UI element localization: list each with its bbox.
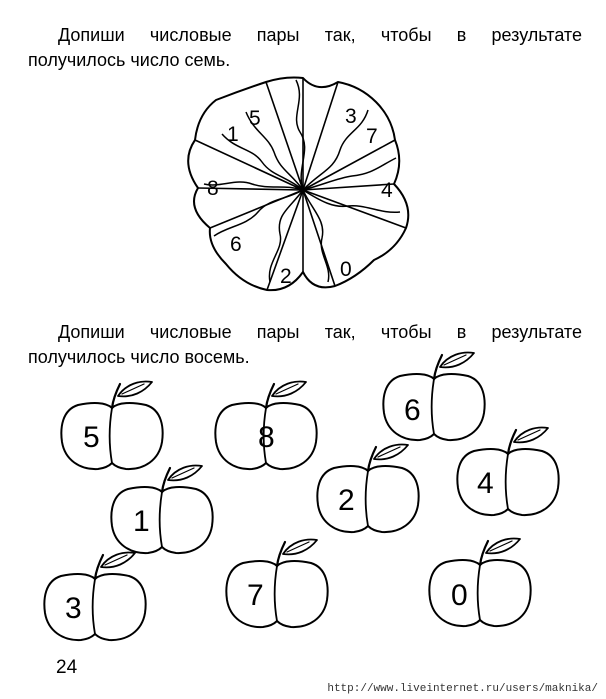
apple-number: 2	[338, 484, 355, 517]
task-1-line-2: получилось число семь.	[28, 50, 231, 70]
apple-number: 1	[133, 505, 150, 538]
task-2-line-1: Допиши числовые пары так, чтобы в результате	[58, 322, 582, 342]
spider-web	[188, 78, 408, 291]
page-number: 24	[56, 657, 78, 678]
apple-number: 6	[404, 394, 421, 427]
apple-number: 0	[451, 579, 468, 612]
apple-number: 5	[83, 421, 100, 454]
apple-number: 3	[65, 592, 82, 625]
apple	[44, 553, 145, 641]
web-number: 8	[207, 177, 219, 200]
apple	[317, 445, 418, 533]
web-number: 3	[345, 105, 357, 128]
web-number: 4	[381, 179, 393, 202]
apple-number: 8	[258, 421, 275, 454]
task-1-line-1: Допиши числовые пары так, чтобы в результате	[58, 25, 582, 45]
web-number: 7	[366, 125, 378, 148]
apple	[61, 382, 162, 470]
task-2-instruction	[0, 320, 606, 370]
apple-number: 4	[477, 467, 494, 500]
apple	[457, 428, 558, 516]
apple	[429, 539, 530, 627]
apple	[226, 540, 327, 628]
task-2-line-2: получилось число восемь.	[28, 347, 250, 367]
web-number: 0	[340, 258, 352, 281]
apples	[44, 353, 558, 641]
web-number: 2	[280, 265, 292, 288]
source-url: http://www.liveinternet.ru/users/maknika/	[327, 683, 598, 695]
apple	[215, 382, 316, 470]
apple-number: 7	[247, 579, 264, 612]
apple	[111, 466, 212, 554]
web-number: 1	[227, 123, 239, 146]
web-number: 6	[230, 233, 242, 256]
web-number: 5	[249, 107, 261, 130]
